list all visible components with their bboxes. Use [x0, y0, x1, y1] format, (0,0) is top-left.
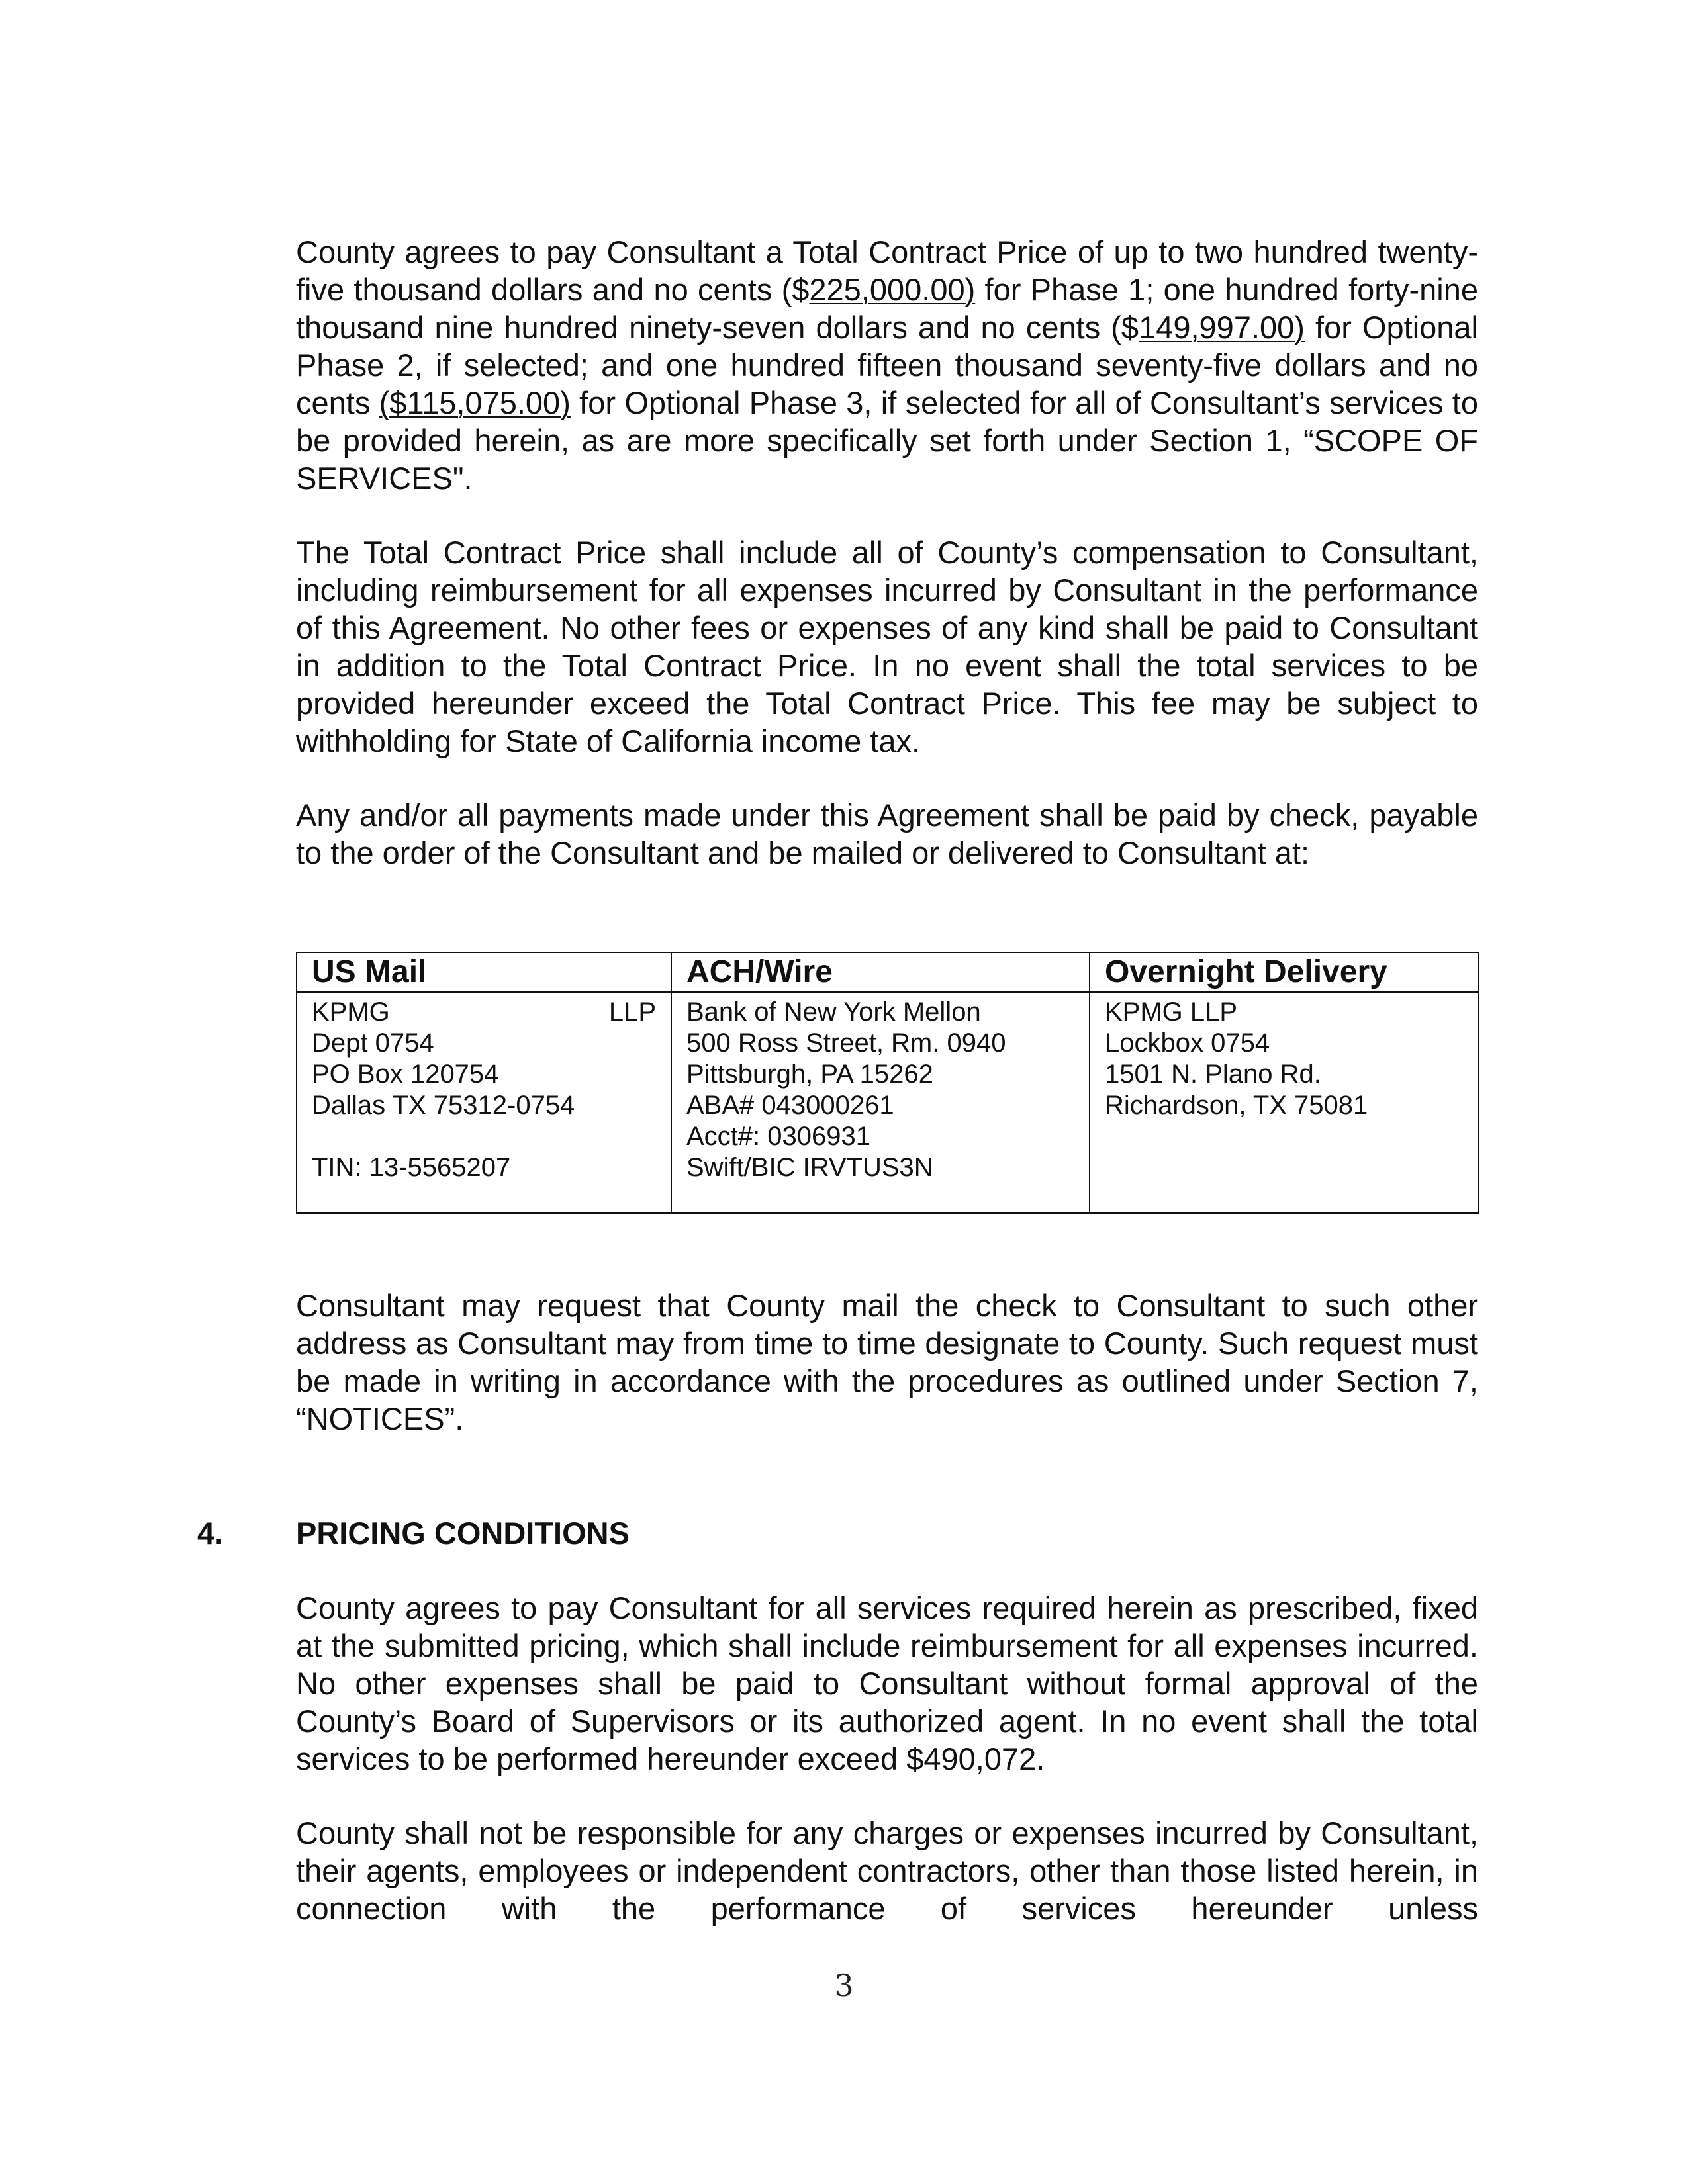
ach-wire-line: ABA# 043000261 [686, 1091, 894, 1120]
ach-wire-cell [671, 992, 1090, 1213]
section-title: PRICING CONDITIONS [296, 1516, 630, 1551]
payment-address-table [296, 952, 1479, 1214]
header-ach-wire: ACH/Wire [671, 952, 1090, 992]
us-mail-company: KPMG [312, 997, 390, 1026]
contract-price-text-3: for Optional Phase 2, if selected; and one hundred fifteen thousand seventy-five dollars and no cents [296, 310, 1478, 420]
contract-price-text-2: for Phase 1; one hundred forty-nine thousand nine hundred ninety-seven dollars and no cents ($ [296, 272, 1478, 345]
table-header-row [297, 952, 1479, 992]
header-us-mail: US Mail [297, 952, 671, 992]
alternate-address-paragraph: Consultant may request that County mail the check to Consultant to such other address as Consultant may from time to time designate to County. Such request must be made in writing in accordance with the procedures as outlined under Section 7, “NOTICES”. [296, 1288, 1478, 1436]
us-mail-line [312, 997, 656, 1028]
pricing-conditions-paragraph: County agrees to pay Consultant for all services required herein as prescribed, fixed at the submitted pricing, which shall include reimbursement for all expenses incurred. No other expenses shall be paid to Consultant without formal approval of the County’s Board of Supervisors or its authorized agent. In no event shall the total services to be performed hereunder exceed $490,072. [296, 1590, 1478, 1776]
us-mail-company-suffix: LLP [608, 997, 656, 1026]
phase2-amount: 149,997.00) [1139, 310, 1305, 345]
ach-wire-line: Acct#: 0306931 [686, 1122, 870, 1151]
phase1-amount: 225,000.00) [809, 272, 976, 307]
ach-wire-line: 500 Ross Street, Rm. 0940 [686, 1028, 1006, 1058]
us-mail-tin: TIN: 13-5565207 [312, 1153, 511, 1182]
ach-wire-line: Bank of New York Mellon [686, 997, 981, 1026]
overnight-line: 1501 N. Plano Rd. [1105, 1060, 1321, 1089]
overnight-line: Lockbox 0754 [1105, 1028, 1270, 1058]
phase3-amount: ($115,075.00) [379, 385, 571, 420]
county-responsibility-paragraph: County shall not be responsible for any charges or expenses incurred by Consultant, their agents, employees or independent contractors, other than those listed herein, in connection with the performance of services hereunder unless [296, 1815, 1478, 1926]
overnight-delivery-cell [1090, 992, 1479, 1213]
table-row [297, 992, 1479, 1213]
us-mail-line: PO Box 120754 [312, 1060, 499, 1089]
overnight-line: KPMG LLP [1105, 997, 1238, 1026]
header-overnight-delivery: Overnight Delivery [1090, 952, 1479, 992]
us-mail-line: Dallas TX 75312-0754 [312, 1091, 575, 1120]
payment-method-paragraph: Any and/or all payments made under this Agreement shall be paid by check, payable to the order of the Consultant and be mailed or delivered to Consultant at: [296, 797, 1478, 870]
page-number: 3 [834, 1968, 854, 2003]
compensation-paragraph: The Total Contract Price shall include all of County’s compensation to Consultant, including reimbursement for all expenses incurred by Consultant in the performance of this Agreement. No other fees or expenses of any kind shall be paid to Consultant in addition to the Total Contract Price. In no event shall the total services to be provided hereunder exceed the Total Contract Price. This fee may be subject to withholding for State of California income tax. [296, 535, 1478, 758]
contract-price-text-1: County agrees to pay Consultant a Total Contract Price of up to two hundred twenty-five thousand dollars and no cents ($ [296, 234, 1478, 307]
section-number: 4. [197, 1516, 224, 1551]
overnight-line: Richardson, TX 75081 [1105, 1091, 1368, 1120]
contract-price-text-4: for Optional Phase 3, if selected for all of Consultant’s services to be provided herein, as are more specifically set forth under Section 1, “SCOPE OF SERVICES". [296, 385, 1478, 496]
total-contract-price-paragraph [296, 233, 1478, 497]
us-mail-cell [297, 992, 671, 1213]
us-mail-spacer [312, 1121, 656, 1152]
ach-wire-line: Swift/BIC IRVTUS3N [686, 1153, 933, 1182]
us-mail-line: Dept 0754 [312, 1028, 434, 1058]
ach-wire-line: Pittsburgh, PA 15262 [686, 1060, 933, 1089]
